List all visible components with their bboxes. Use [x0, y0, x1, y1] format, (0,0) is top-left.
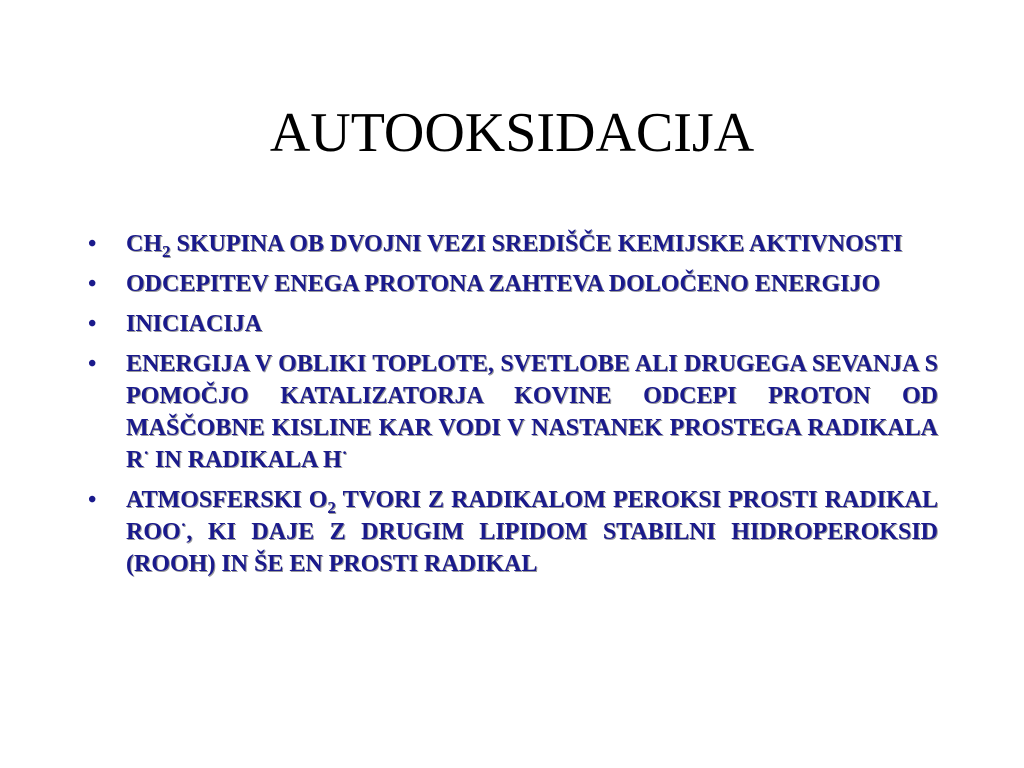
subscript: 2 [162, 241, 171, 261]
bullet-item-3 [88, 308, 938, 340]
bullet-item-4 [88, 348, 938, 476]
bullet-dot-icon: • [88, 487, 97, 513]
bullet-dot-icon: • [88, 311, 97, 337]
slide-title: AUTOOKSIDACIJA [269, 102, 755, 164]
bullet-dot-icon: • [88, 271, 97, 297]
bullet-text: , KI DAJE Z DRUGIM LIPIDOM STABILNI HIDROPEROKSID (ROOH) IN ŠE EN PROSTI RADIKAL [126, 519, 938, 577]
superscript: · [180, 515, 187, 534]
bullet-text: ODCEPITEV ENEGA PROTONA ZAHTEVA DOLOČENO ENERGIJO [126, 271, 881, 297]
bullet-text: CH [126, 231, 162, 257]
bullet-text: IN RADIKALA H [149, 447, 342, 473]
bullet-dot-icon: • [88, 231, 97, 257]
bullet-dot-icon: • [88, 351, 97, 377]
superscript: · [143, 443, 150, 462]
bullet-text: INICIACIJA [126, 311, 263, 337]
bullet-list [88, 228, 938, 588]
subscript: 2 [327, 497, 336, 517]
bullet-item-1 [88, 228, 938, 260]
bullet-text: SKUPINA OB DVOJNI VEZI SREDIŠČE KEMIJSKE AKTIVNOSTI [170, 231, 903, 257]
bullet-text: TVORI Z RADIKALOM PEROKSI PROSTI RADIKAL ROO [126, 487, 938, 545]
bullet-text: ATMOSFERSKI O [126, 487, 328, 513]
bullet-text: ENERGIJA V OBLIKI TOPLOTE, SVETLOBE ALI DRUGEGA SEVANJA S POMOČJO KATALIZATORJA KOVINE ODCEPI PROTON OD MAŠČOBNE KISLINE KAR VODI V NASTANEK PROSTEGA RADIKALA R [126, 351, 938, 473]
bullet-item-5 [88, 484, 938, 580]
superscript: · [341, 443, 348, 462]
bullet-item-2 [88, 268, 938, 300]
